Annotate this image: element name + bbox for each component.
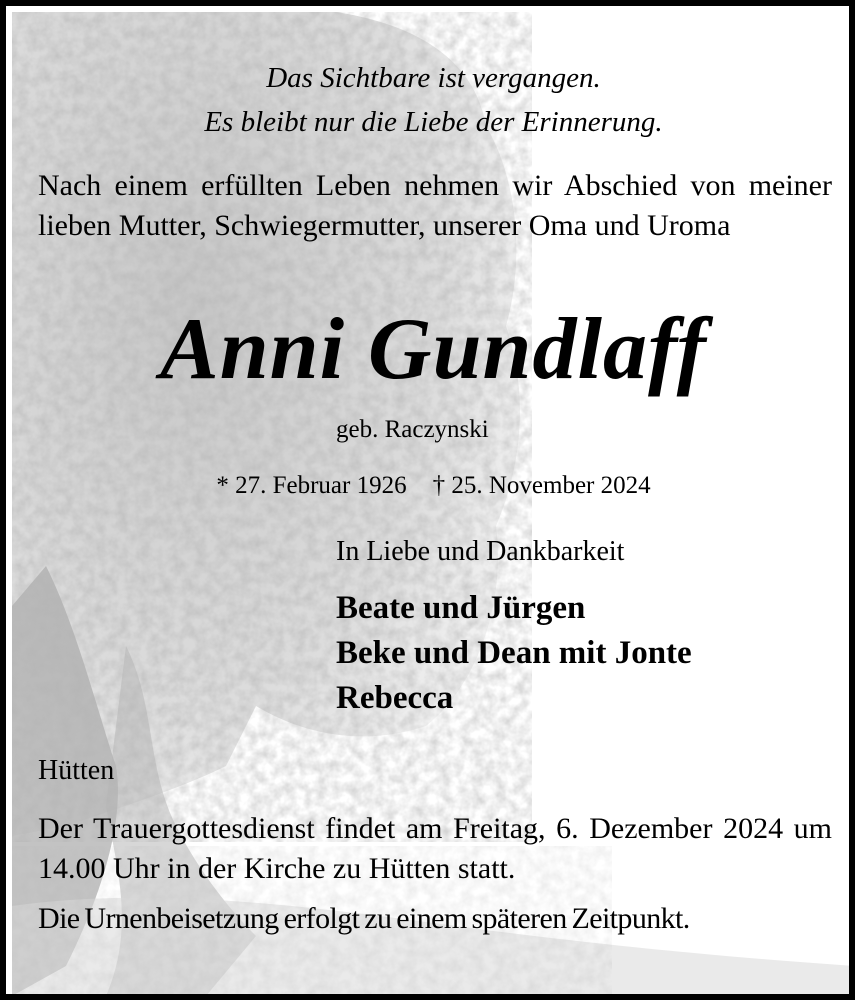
motto-line-2: Es bleibt nur die Liebe der Erinnerung. [204, 106, 663, 138]
family-member: Rebecca [336, 680, 454, 716]
place-name: Hütten [38, 755, 115, 786]
notice-content [6, 6, 855, 1000]
birth-date: * 27. Februar 1926 [216, 472, 407, 499]
service-info: Der Trauergottesdienst findet am Freitag, 6. Dezember 2024 um 14.00 Uhr in der Kirche zu Hütten statt. [38, 812, 832, 885]
life-dates [6, 468, 855, 504]
death-date: † 25. November 2024 [432, 472, 651, 499]
deceased-name: Anni Gundlaff [160, 301, 707, 398]
family-list [336, 586, 692, 721]
family-member: Beke und Dean mit Jonte [336, 635, 692, 671]
intro-text: Nach einem erfüllten Leben nehmen wir Abschied von meiner lieben Mutter, Schwiegermutter, unserer Oma und Uroma [38, 169, 832, 242]
family-member: Beate und Jürgen [336, 590, 586, 626]
urn-burial-info: Die Urnenbeisetzung erfolgt zu einem späteren Zeitpunkt. [38, 902, 690, 935]
closing-phrase: In Liebe und Dankbarkeit [336, 536, 625, 567]
motto-line-1: Das Sichtbare ist vergangen. [266, 62, 601, 94]
birth-name: geb. Raczynski [336, 416, 489, 443]
